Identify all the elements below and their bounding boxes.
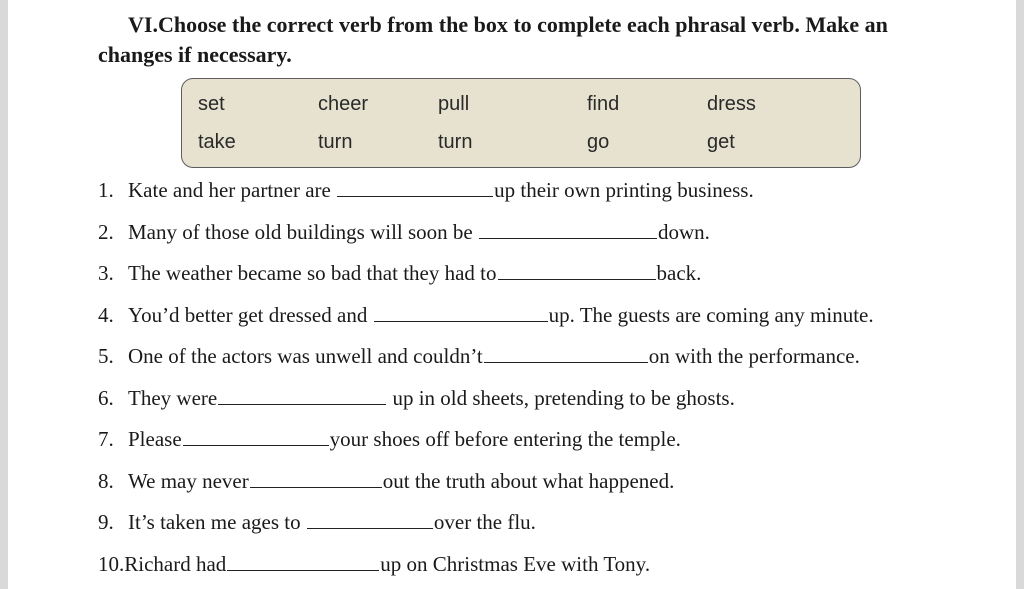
- exercise-item: [98, 217, 710, 247]
- exercise-item: [98, 175, 754, 205]
- word-box-word: set: [198, 93, 225, 115]
- item-number: 4.: [98, 303, 114, 327]
- item-number: 10.: [98, 552, 125, 576]
- word-box-word: turn: [438, 131, 473, 153]
- word-box-word: turn: [318, 131, 353, 153]
- word-box-word: dress: [707, 93, 756, 115]
- title-line-1: VI.Choose the correct verb from the box to complete each phrasal verb. Make an: [128, 12, 888, 37]
- item-text-before: You’d better get dressed and: [128, 303, 368, 327]
- word-box-row-1: [182, 93, 860, 123]
- word-box-word: get: [707, 131, 735, 153]
- item-number: 2.: [98, 220, 114, 244]
- answer-blank[interactable]: [183, 425, 329, 446]
- word-box-row-2: [182, 131, 860, 161]
- answer-blank[interactable]: [218, 384, 386, 405]
- word-box-word: find: [587, 93, 620, 115]
- item-text-after: your shoes off before entering the temple.: [329, 427, 681, 451]
- word-box: [181, 78, 861, 168]
- item-text-before: We may never: [128, 469, 249, 493]
- item-text-before: Please: [128, 427, 182, 451]
- item-text-after: up their own printing business.: [494, 178, 754, 202]
- page-edge-left: [0, 0, 8, 589]
- answer-blank[interactable]: [484, 342, 648, 363]
- item-text-after: up on Christmas Eve with Tony.: [380, 552, 651, 576]
- item-text-after: back.: [656, 261, 702, 285]
- word-box-word: go: [587, 131, 610, 153]
- answer-blank[interactable]: [227, 550, 379, 571]
- item-text-after: up in old sheets, pretending to be ghosts.: [392, 386, 735, 410]
- item-text-before: Kate and her partner are: [128, 178, 331, 202]
- item-number: 8.: [98, 469, 114, 493]
- item-text-before: They were: [128, 386, 218, 410]
- item-text-before: Many of those old buildings will soon be: [128, 220, 473, 244]
- item-text-before: One of the actors was unwell and couldn’t: [128, 344, 483, 368]
- exercise-item: [98, 466, 674, 496]
- word-box-word: take: [198, 131, 236, 153]
- item-text-after: out the truth about what happened.: [382, 469, 675, 493]
- word-box-word: pull: [438, 93, 470, 115]
- answer-blank[interactable]: [250, 467, 382, 488]
- item-text-after: up. The guests are coming any minute.: [548, 303, 874, 327]
- item-number: 7.: [98, 427, 114, 451]
- exercise-item: [98, 300, 874, 330]
- item-text-after: over the flu.: [433, 510, 536, 534]
- item-number: 1.: [98, 178, 114, 202]
- exercise-item: [98, 507, 536, 537]
- exercise-title: [98, 10, 958, 70]
- exercise-item: [98, 341, 860, 371]
- item-text-before: It’s taken me ages to: [128, 510, 301, 534]
- item-text-after: down.: [658, 220, 710, 244]
- item-number: 6.: [98, 386, 114, 410]
- answer-blank[interactable]: [307, 508, 433, 529]
- item-text-after: on with the performance.: [648, 344, 860, 368]
- page-edge-right: [1016, 0, 1024, 589]
- exercise-item: [98, 383, 735, 413]
- answer-blank[interactable]: [374, 301, 548, 322]
- item-number: 3.: [98, 261, 114, 285]
- answer-blank[interactable]: [337, 176, 493, 197]
- title-line-2: changes if necessary.: [98, 42, 292, 67]
- answer-blank[interactable]: [498, 259, 656, 280]
- exercise-item: [98, 258, 701, 288]
- answer-blank[interactable]: [479, 218, 657, 239]
- item-number: 5.: [98, 344, 114, 368]
- exercise-item: [98, 424, 681, 454]
- item-text-before: The weather became so bad that they had to: [128, 261, 497, 285]
- item-text-before: Richard had: [124, 552, 227, 576]
- exercise-item: [98, 549, 650, 579]
- item-number: 9.: [98, 510, 114, 534]
- word-box-word: cheer: [318, 93, 369, 115]
